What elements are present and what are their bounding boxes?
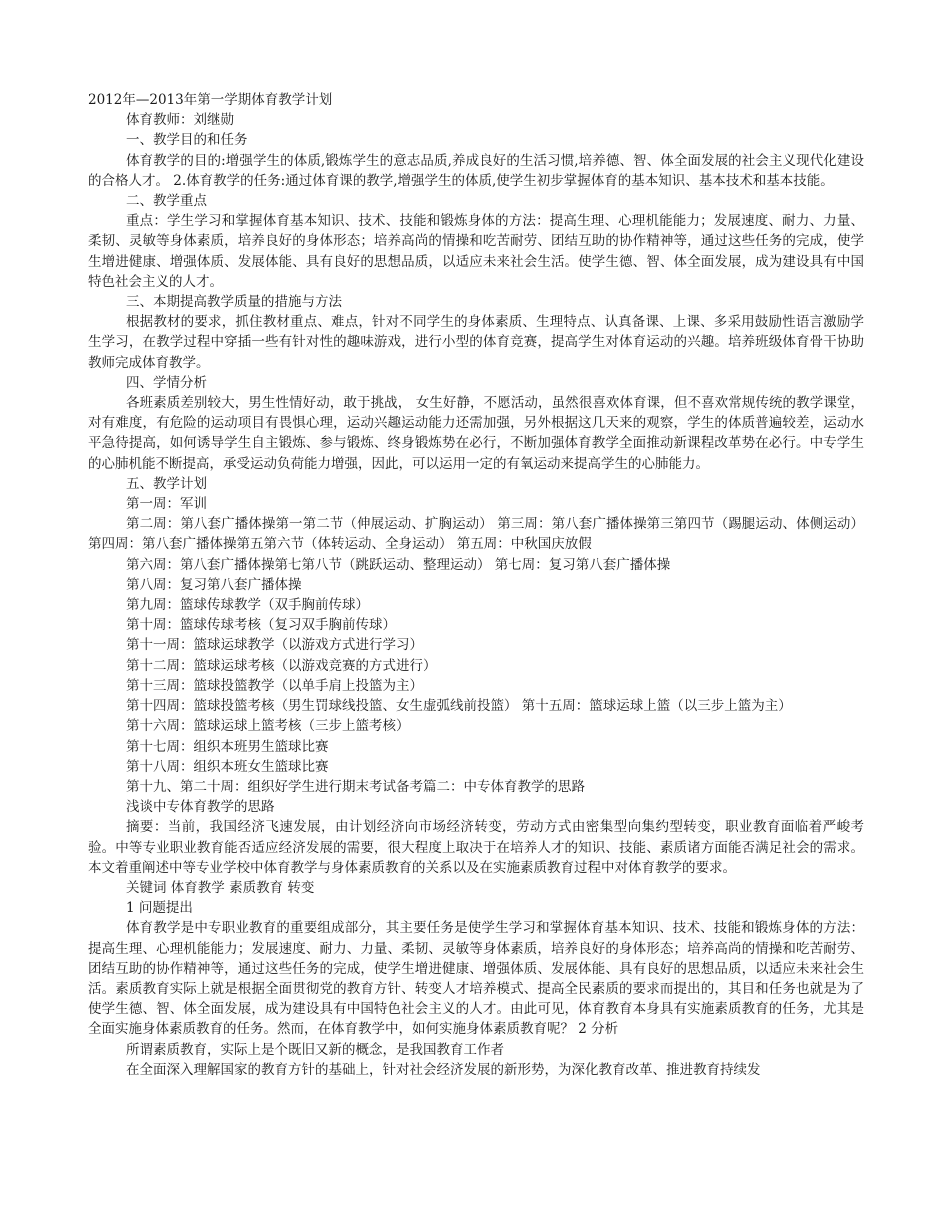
schedule-line: 第八周：复习第八套广播体操 — [126, 576, 302, 593]
article-title: 浅谈中专体育教学的思路 — [126, 799, 275, 816]
section-heading: 三、本期提高教学质量的措施与方法 — [126, 294, 342, 311]
schedule-line: 第六周：第八套广播体操第七第八节（跳跃运动、整理运动） 第七周：复习第八套广播体操 — [126, 556, 671, 573]
section-heading: 四、学情分析 — [126, 374, 207, 391]
paragraph: 所谓素质教育，实际上是个既旧又新的概念，是我国教育工作者 — [126, 1041, 504, 1058]
schedule-line: 第十一周：篮球运球教学（以游戏方式进行学习） — [126, 637, 423, 654]
schedule-line: 第十三周：篮球投篮教学（以单手肩上投篮为主） — [126, 677, 423, 694]
paragraph: 各班素质差别较大，男生性情好动，敢于挑战， 女生好静，不愿活动，虽然很喜欢体育课，但不喜欢常规传统的教学课堂，对有难度，有危险的运动项目有畏惧心理，运动兴趣运动能力还需加强，另外根据这几天来的观察，学生的体质普遍较差，运动水平急待提高，如何诱导学生自主锻炼、参与锻炼、终身锻炼势在必行，不断加强体育教学全面推动新课程改革势在必行。中专学生的心肺机能不断提高，承受运动负荷能力增强，因此，可以运用一定的有氧运动来提高学生的心肺能力。 — [88, 395, 864, 472]
schedule-line: 第九周：篮球传球教学（双手胸前传球） — [126, 597, 369, 614]
document-page — [88, 90, 864, 1080]
abstract-paragraph: 摘要：当前，我国经济飞速发展，由计划经济向市场经济转变，劳动方式由密集型向集约型转变，职业教育面临着严峻考验。中等专业职业教育能否适应经济发展的需要，很大程度上取决于在培养人才的知识、技能、素质诸方面能否满足社会的需求。本文着重阐述中等专业学校中体育教学与身体素质教育的关系以及在实施素质教育过程中对体育教学的要求。 — [88, 819, 864, 876]
schedule-line: 第十周：篮球传球考核（复习双手胸前传球） — [126, 617, 396, 634]
schedule-line: 第二周：第八套广播体操第一第二节（伸展运动、扩胸运动） 第三周：第八套广播体操第三第四节（踢腿运动、体侧运动） 第四周：第八套广播体操第五第六节（体转运动、全身运动） 第五周：中秋国庆放假 — [88, 516, 864, 553]
schedule-line: 第十九、第二十周：组织好学生进行期末考试备考篇二：中专体育教学的思路 — [126, 778, 585, 795]
schedule-line: 第十四周：篮球投篮考核（男生罚球线投篮、女生虚弧线前投篮） 第十五周：篮球运球上篮（以三步上篮为主） — [126, 698, 792, 715]
teacher-line: 体育教师：刘继勋 — [126, 112, 234, 129]
section-heading: 一、教学目的和任务 — [126, 132, 248, 149]
schedule-line: 第十七周：组织本班男生篮球比赛 — [126, 738, 329, 755]
paragraph: 在全面深入理解国家的教育方针的基础上，针对社会经济发展的新形势，为深化教育改革、推进教育持续发 — [126, 1061, 761, 1078]
schedule-line: 第十六周：篮球运球上篮考核（三步上篮考核） — [126, 718, 410, 735]
paragraph: 重点：学生学习和掌握体育基本知识、技术、技能和锻炼身体的方法：提高生理、心理机能能力；发展速度、耐力、力量、柔韧、灵敏等身体素质，培养良好的身体形态；培养高尚的情操和吃苦耐劳、团结互助的协作精神等，通过这些任务的完成，使学生增进健康、增强体质、发展体能、具有良好的思想品质，以适应未来社会生活。使学生德、智、体全面发展，成为建设具有中国特色社会主义的人才。 — [88, 213, 864, 290]
paragraph: 根据教材的要求，抓住教材重点、难点，针对不同学生的身体素质、生理特点、认真备课、上课、多采用鼓励性语言激励学生学习，在教学过程中穿插一些有针对性的趣味游戏，进行小型的体育竞赛，提高学生对体育运动的兴趣。培养班级体育骨干协助教师完成体育教学。 — [88, 314, 864, 371]
document-title: 2012年—2013年第一学期体育教学计划 — [88, 92, 333, 108]
paragraph: 体育教学是中专职业教育的重要组成部分，其主要任务是使学生学习和掌握体育基本知识、技术、技能和锻炼身体的方法：提高生理、心理机能能力；发展速度、耐力、力量、柔韧、灵敏等身体素质，培养良好的身体形态；培养高尚的情操和吃苦耐劳、团结互助的协作精神等，通过这些任务的完成，使学生增进健康、增强体质、发展体能、具有良好的思想品质，以适应未来社会生活。素质教育实际上就是根据全面贯彻党的教育方针、转变人才培养模式、提高全民素质的要求而提出的，其目和任务也就是为了使学生德、智、体全面发展，成为建设具有中国特色社会主义的人才。由此可见，体育教育本身具有实施素质教育的任务，尤其是全面实施身体素质教育的任务。然而，在体育教学中，如何实施身体素质教育呢？ 2 分析 — [88, 920, 864, 1038]
keywords-line: 关键词 体育教学 素质教育 转变 — [126, 879, 315, 896]
section-heading: 五、教学计划 — [126, 475, 207, 492]
schedule-line: 第十八周：组织本班女生篮球比赛 — [126, 758, 329, 775]
schedule-line: 第一周：军训 — [126, 496, 207, 513]
section-heading: 1 问题提出 — [126, 900, 193, 917]
section-heading: 二、教学重点 — [126, 193, 207, 210]
paragraph: 体育教学的目的:增强学生的体质,锻炼学生的意志品质,养成良好的生活习惯,培养德、智、体全面发展的社会主义现代化建设的合格人才。 2.体育教学的任务:通过体育课的教学,增强学生的体质,使学生初步掌握体育的基本知识、基本技术和基本技能。 — [88, 152, 864, 189]
schedule-line: 第十二周：篮球运球考核（以游戏竞赛的方式进行） — [126, 657, 437, 674]
